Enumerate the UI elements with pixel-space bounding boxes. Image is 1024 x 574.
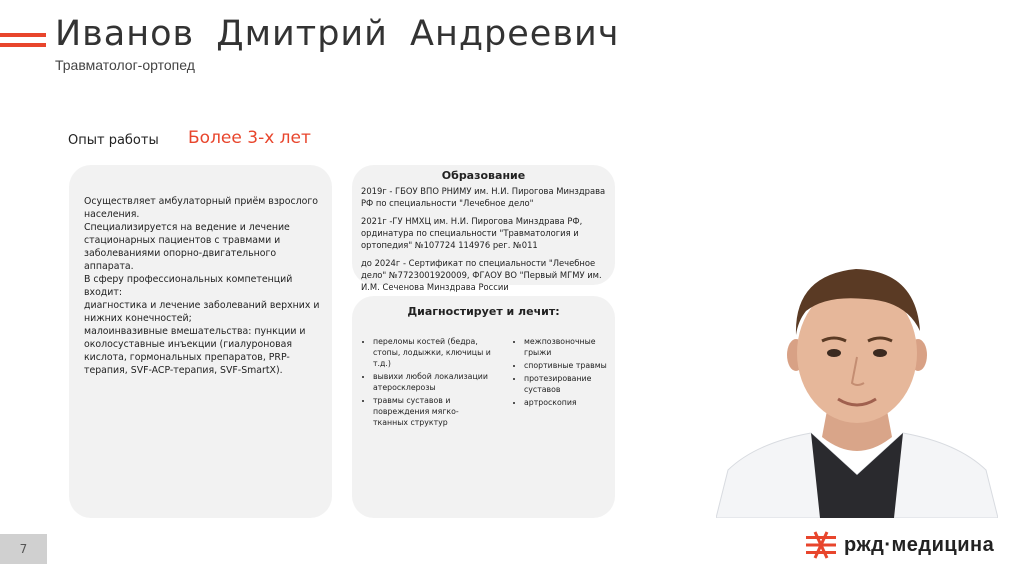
about-card [69, 165, 332, 518]
doctor-name: Иванов Дмитрий Андреевич [55, 14, 620, 54]
education-list [361, 185, 609, 299]
page-number: 7 [0, 534, 47, 564]
education-item: 2019г - ГБОУ ВПО РНИМУ им. Н.И. Пирогова Минздрава РФ по специальности "Лечебное дело" [361, 186, 606, 208]
logo [806, 530, 994, 560]
diagnostics-item: • травмы суставов и повреждения мягко-тканных структур [373, 395, 491, 428]
doctor-specialty: Травматолог-ортопед [55, 57, 195, 73]
diagnostics-item: • вывихи любой локализации атеросклерозы [373, 371, 491, 393]
education-title: Образование [441, 169, 526, 182]
education-item: 2021г -ГУ НМХЦ им. Н.И. Пирогова Минздрава РФ, ординатура по специальности "Травматология и ортопедия" №107724 114976 рег. №011 [361, 216, 583, 250]
about-text [84, 195, 322, 377]
diagnostics-item: • спортивные травмы [524, 360, 624, 371]
diagnostics-list-left [361, 336, 491, 430]
about-line: Специализируется на ведение и лечение стационарных пациентов с травмами и заболеваниями опорно-двигательного аппарата. [84, 222, 290, 272]
accent-line [0, 43, 46, 47]
doctor-photo [716, 265, 998, 518]
rzd-logo-icon [806, 530, 836, 560]
education-card [352, 165, 615, 292]
experience-value: Более 3-х лет [188, 128, 311, 148]
diagnostics-item: • протезирование суставов [524, 373, 624, 395]
diagnostics-title: Диагностирует и лечит: [407, 305, 560, 318]
diagnostics-item: • межпозвоночные грыжи [524, 336, 624, 358]
about-line: В сферу профессиональных компетенций входит: [84, 274, 293, 298]
diagnostics-item: • артроскопия [524, 397, 624, 408]
education-item: до 2024г - Сертификат по специальности "Лечебное дело" №7723001920009, ФГАОУ ВО "Первый МГМУ им. И.М. Сеченова Минздрава России [361, 258, 602, 292]
logo-text: ржд·медицина [844, 533, 995, 556]
accent-lines [0, 33, 46, 53]
accent-line [0, 33, 46, 37]
diagnostics-card [352, 296, 615, 518]
about-line: диагностика и лечение заболеваний верхних и нижних конечностей; [84, 300, 320, 324]
experience-label: Опыт работы [68, 133, 159, 148]
about-line: Осуществляет амбулаторный приём взрослого населения. [84, 196, 319, 220]
diagnostics-item: • переломы костей (бедра, стопы, лодыжки, ключицы и т.д.) [373, 336, 491, 369]
about-line: малоинвазивные вмешательства: пункции и околосуставные инъекции (гиалуроновая кислота, гормональных препаратов, PRP-терапия, SVF-ACP-терапия, SVF-SmartX). [84, 326, 306, 376]
diagnostics-list-right [512, 336, 624, 410]
